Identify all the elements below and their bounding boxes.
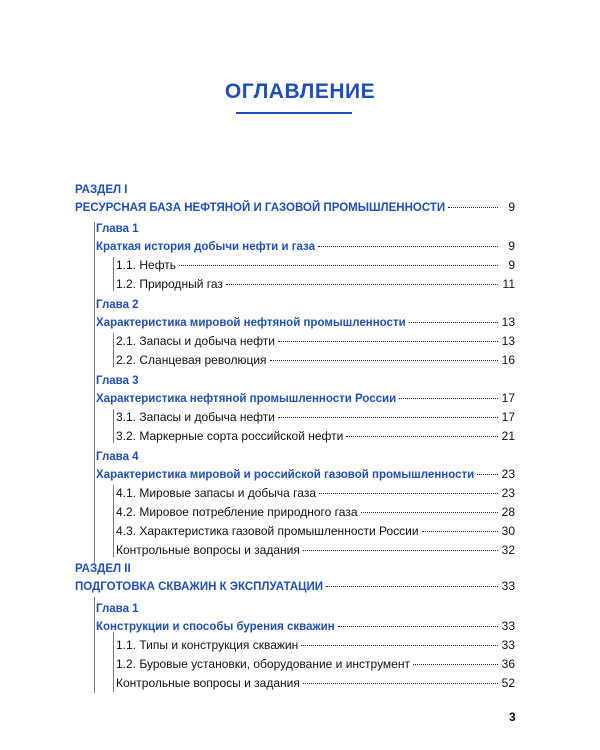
toc-item-entry[interactable]: 3.2. Маркерные сорта российской нефти 21 — [116, 429, 515, 443]
toc-item-entry[interactable]: 4.3. Характеристика газовой промышленности России 30 — [116, 524, 515, 538]
toc-item-entry[interactable]: 4.1. Мировые запасы и добыча газа 23 — [116, 486, 515, 500]
toc-item-entry[interactable]: Контрольные вопросы и задания 32 — [116, 543, 515, 557]
toc-item-entry[interactable]: 4.2. Мировое потребление природного газа 28 — [116, 505, 515, 519]
toc-section-entry[interactable]: ПОДГОТОВКА СКВАЖИН К ЭКСПЛУАТАЦИИ 33 — [75, 579, 515, 593]
section-1-guide-line — [94, 222, 95, 564]
chapter-1-guide-line — [113, 257, 114, 291]
toc-chapter-entry[interactable]: Характеристика мировой нефтяной промышленности 13 — [96, 315, 515, 329]
toc-chapter-entry[interactable]: Краткая история добычи нефти и газа 9 — [96, 239, 515, 253]
chapter-2-guide-line — [113, 333, 114, 367]
chapter-label: Глава 4 — [96, 451, 139, 463]
toc-item-entry[interactable]: 1.2. Природный газ 11 — [116, 277, 515, 291]
chapter-4-guide-line — [113, 485, 114, 557]
chapter-label: Глава 3 — [96, 375, 139, 387]
toc-chapter-entry[interactable]: Конструкции и способы бурения скважин 33 — [96, 619, 515, 633]
toc-item-entry[interactable]: Контрольные вопросы и задания 52 — [116, 676, 515, 690]
section-label: РАЗДЕЛ I — [75, 184, 128, 196]
page-number: 3 — [509, 710, 516, 724]
toc-section-entry[interactable]: РЕСУРСНАЯ БАЗА НЕФТЯНОЙ И ГАЗОВОЙ ПРОМЫШЛЕННОСТИ 9 — [75, 200, 515, 214]
toc-chapter-entry[interactable]: Характеристика нефтяной промышленности России 17 — [96, 391, 515, 405]
toc-item-entry[interactable]: 2.2. Сланцевая революция 16 — [116, 353, 515, 367]
toc-item-entry[interactable]: 1.1. Типы и конструкция скважин 33 — [116, 638, 515, 652]
section-2-guide-line — [94, 597, 95, 693]
page-title: ОГЛАВЛЕНИЕ — [224, 80, 376, 103]
chapter-label: Глава 2 — [96, 299, 139, 311]
section-label: РАЗДЕЛ II — [75, 563, 131, 575]
toc-chapter-entry[interactable]: Характеристика мировой и российской газовой промышленности 23 — [96, 467, 515, 481]
toc-item-entry[interactable]: 2.1. Запасы и добыча нефти 13 — [116, 334, 515, 348]
toc-item-entry[interactable]: 1.1. Нефть 9 — [116, 258, 515, 272]
chapter-3-guide-line — [113, 409, 114, 443]
chapter-label: Глава 1 — [96, 223, 139, 235]
chapter-label: Глава 1 — [96, 603, 139, 615]
section-2-chapter-1-guide-line — [113, 632, 114, 692]
toc-item-entry[interactable]: 3.1. Запасы и добыча нефти 17 — [116, 410, 515, 424]
toc-item-entry[interactable]: 1.2. Буровые установки, оборудование и инструмент 36 — [116, 657, 515, 671]
